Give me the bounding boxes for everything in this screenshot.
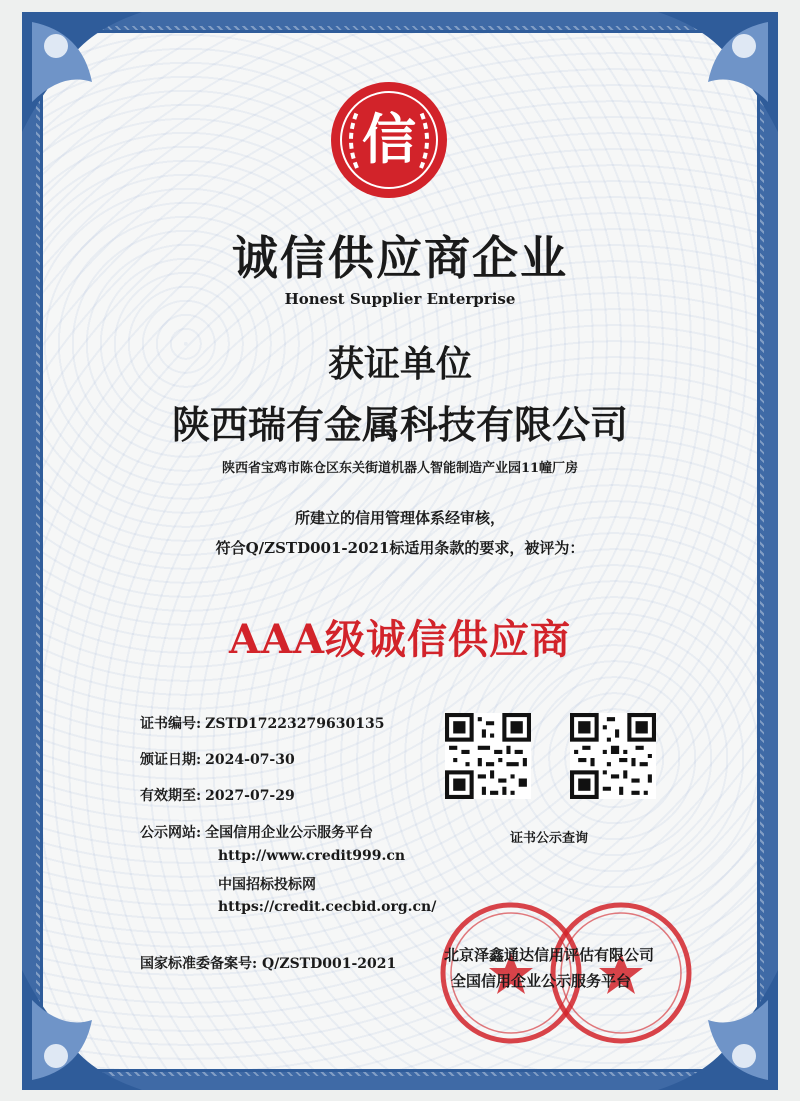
issuer-line-1: 北京泽鑫通达信用评估有限公司 [444, 946, 655, 964]
issue-date-row [140, 749, 295, 769]
record-number-value: Q/ZSTD001-2021 [262, 956, 397, 972]
valid-until-row [140, 785, 295, 805]
corner-ornament-icon [22, 12, 142, 132]
corner-ornament-icon [658, 12, 778, 132]
issue-date-value: 2024-07-30 [205, 752, 295, 768]
emblem-glyph: 信 [362, 108, 416, 171]
xin-credit-emblem-icon [327, 78, 451, 202]
website-2-name: 中国招标投标网 [218, 877, 316, 893]
qr-caption: 证书公示查询 [510, 831, 589, 846]
valid-until-label: 有效期至: [140, 788, 202, 804]
company-name: 陕西瑞有金属科技有限公司 [171, 402, 628, 447]
cert-number-value: ZSTD17223279630135 [205, 716, 385, 732]
website-1-name: 全国信用企业公示服务平台 [205, 825, 374, 841]
certificate-subtitle: Honest Supplier Enterprise [284, 290, 516, 308]
website-row [140, 822, 373, 842]
website-2-url[interactable]: https://credit.cecbid.org.cn/ [218, 899, 437, 915]
valid-until-value: 2027-07-29 [205, 788, 295, 804]
website-label: 公示网站: [140, 825, 202, 841]
cert-number-row [140, 713, 384, 733]
issuer-line-2: 全国信用企业公示服务平台 [451, 972, 632, 990]
record-number-label: 国家标准委备案号: [140, 956, 258, 972]
company-address: 陕西省宝鸡市陈仓区东关街道机器人智能制造产业园11幢厂房 [221, 461, 579, 476]
qr-code-icon[interactable] [445, 713, 531, 799]
record-number-row [140, 953, 396, 973]
rating-title: AAA级诚信供应商 [228, 616, 572, 663]
issue-date-label: 颁证日期: [140, 752, 202, 768]
corner-ornament-icon [22, 970, 142, 1090]
cert-number-label: 证书编号: [140, 716, 202, 732]
statement-line-1: 所建立的信用管理体系经审核， [294, 509, 505, 527]
certificate-title: 诚信供应商企业 [232, 231, 568, 285]
qr-code-icon[interactable] [570, 713, 656, 799]
website-1-url[interactable]: http://www.credit999.cn [218, 848, 406, 864]
recipient-label: 获证单位 [327, 343, 472, 385]
statement-line-2: 符合Q/ZSTD001-2021标适用条款的要求，被评为： [215, 539, 585, 557]
